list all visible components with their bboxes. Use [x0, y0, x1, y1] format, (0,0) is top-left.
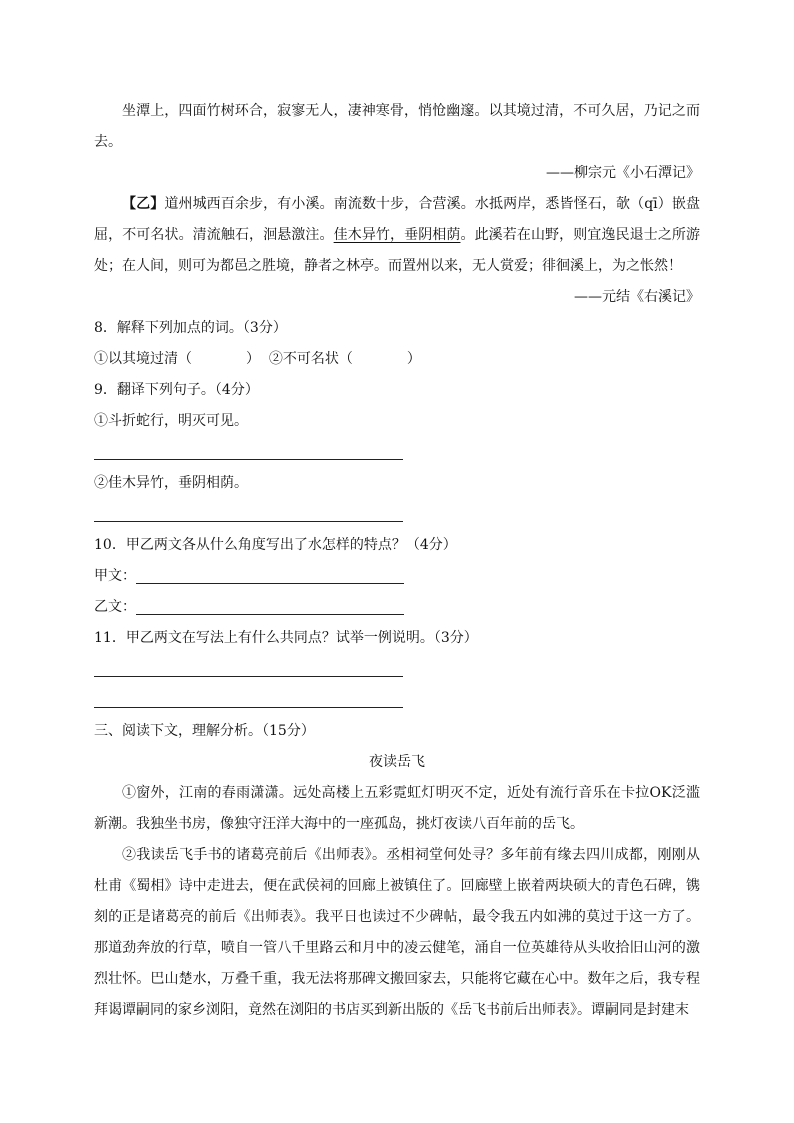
passage-b-source: ——元结《右溪记》 — [574, 289, 700, 305]
article-paragraph-2: ②我读岳飞手书的诸葛亮前后《出师表》。丞相祠堂何处寻？多年前有缘去四川成都，刚刚从杜甫《蜀相》诗中走进去，便在武侯祠的回廊上被镇住了。回廊壁上嵌着两块硕大的青色石碑，镌刻的正是诸葛亮的前后《出师表》。我平日也读过不少碑帖，最令我五内如沸的莫过于这一方了。那道劲奔放的行草，喷自一管八千里路云和月中的凌云健笔，涌自一位英雄待从头收拾旧山河的激烈壮怀。巴山楚水，万叠千重，我无法将那碑文搬回家去，只能将它藏在心中。数年之后，我专程拜谒谭嗣同的家乡浏阳，竟然在浏阳的书店买到新出版的《岳飞书前后出师表》。谭嗣同是封建末 — [94, 847, 700, 1018]
question-9-answer-1[interactable] — [94, 437, 700, 468]
question-11-prompt: 11．甲乙两文在写法上有什么共同点？试举一例说明。（3分） — [94, 630, 478, 646]
article-title: 夜读岳飞 — [369, 754, 425, 770]
section-3-heading: 三、阅读下文，理解分析。（15分） — [94, 723, 315, 739]
passage-b-label: 【乙】 — [122, 196, 165, 212]
answer-rule — [94, 521, 403, 522]
question-8-prompt: 8．解释下列加点的词。（3分） — [94, 320, 287, 336]
document-page — [94, 96, 700, 1026]
question-9-answer-2[interactable] — [94, 499, 700, 530]
question-8-item-2: ②不可名状（ — [268, 351, 353, 367]
question-8-item-1: ①以其境过清（ — [94, 351, 192, 367]
passage-a-source: ——柳宗元《小石潭记》 — [546, 165, 700, 181]
answer-rule — [136, 583, 404, 584]
question-8-item-2-close: ） — [406, 351, 421, 367]
question-10-label-a: 甲文： — [94, 568, 136, 584]
question-8-items — [94, 344, 700, 375]
question-11-answer-2[interactable] — [94, 685, 700, 716]
question-11-answer-1[interactable] — [94, 654, 700, 685]
article-paragraph-1: ①窗外，江南的春雨潇潇。远处高楼上五彩霓虹灯明灭不定，近处有流行音乐在卡拉OK泛滥新潮。我独坐书房，像独守汪洋大海中的一座孤岛，挑灯夜读八百年前的岳飞。 — [94, 785, 700, 832]
answer-rule — [136, 614, 404, 615]
question-9-sentence-1: ①斗折蛇行，明灭可见。 — [94, 413, 248, 429]
answer-rule — [94, 676, 403, 677]
answer-rule — [94, 707, 403, 708]
question-10-prompt: 10．甲乙两文各从什么角度写出了水怎样的特点？（4分） — [94, 537, 457, 553]
question-8-item-1-close: ） — [246, 351, 260, 367]
passage-b-text-after: 。此溪若在山野，则宜逸民退士之所游处；在人间，则可为都邑之胜境，静者之林亭。而置州以来，无人赏爱；徘徊溪上，为之怅然！ — [94, 227, 701, 274]
passage-b-underlined-sentence: 佳木异竹，垂阴相荫 — [333, 227, 461, 243]
question-10-label-b: 乙文： — [94, 599, 136, 615]
passage-b-text-before: 道州城西百余步，有小溪。南流数十步，合营溪。水抵两岸，悉皆怪石，欹（qī）嵌盘屈，不可名状。清流触石，洄悬激注。 — [94, 196, 701, 243]
question-10-answer-b[interactable] — [94, 592, 700, 623]
question-10-answer-a[interactable] — [94, 561, 700, 592]
question-9-prompt: 9．翻译下列句子。（4分） — [94, 382, 259, 398]
answer-rule — [94, 459, 403, 460]
passage-a-paragraph: 坐潭上，四面竹树环合，寂寥无人，凄神寒骨，悄怆幽邃。以其境过清，不可久居，乃记之而去。 — [94, 103, 700, 150]
passage-b-paragraph — [94, 189, 700, 282]
question-9-sentence-2: ②佳木异竹，垂阴相荫。 — [94, 475, 248, 491]
